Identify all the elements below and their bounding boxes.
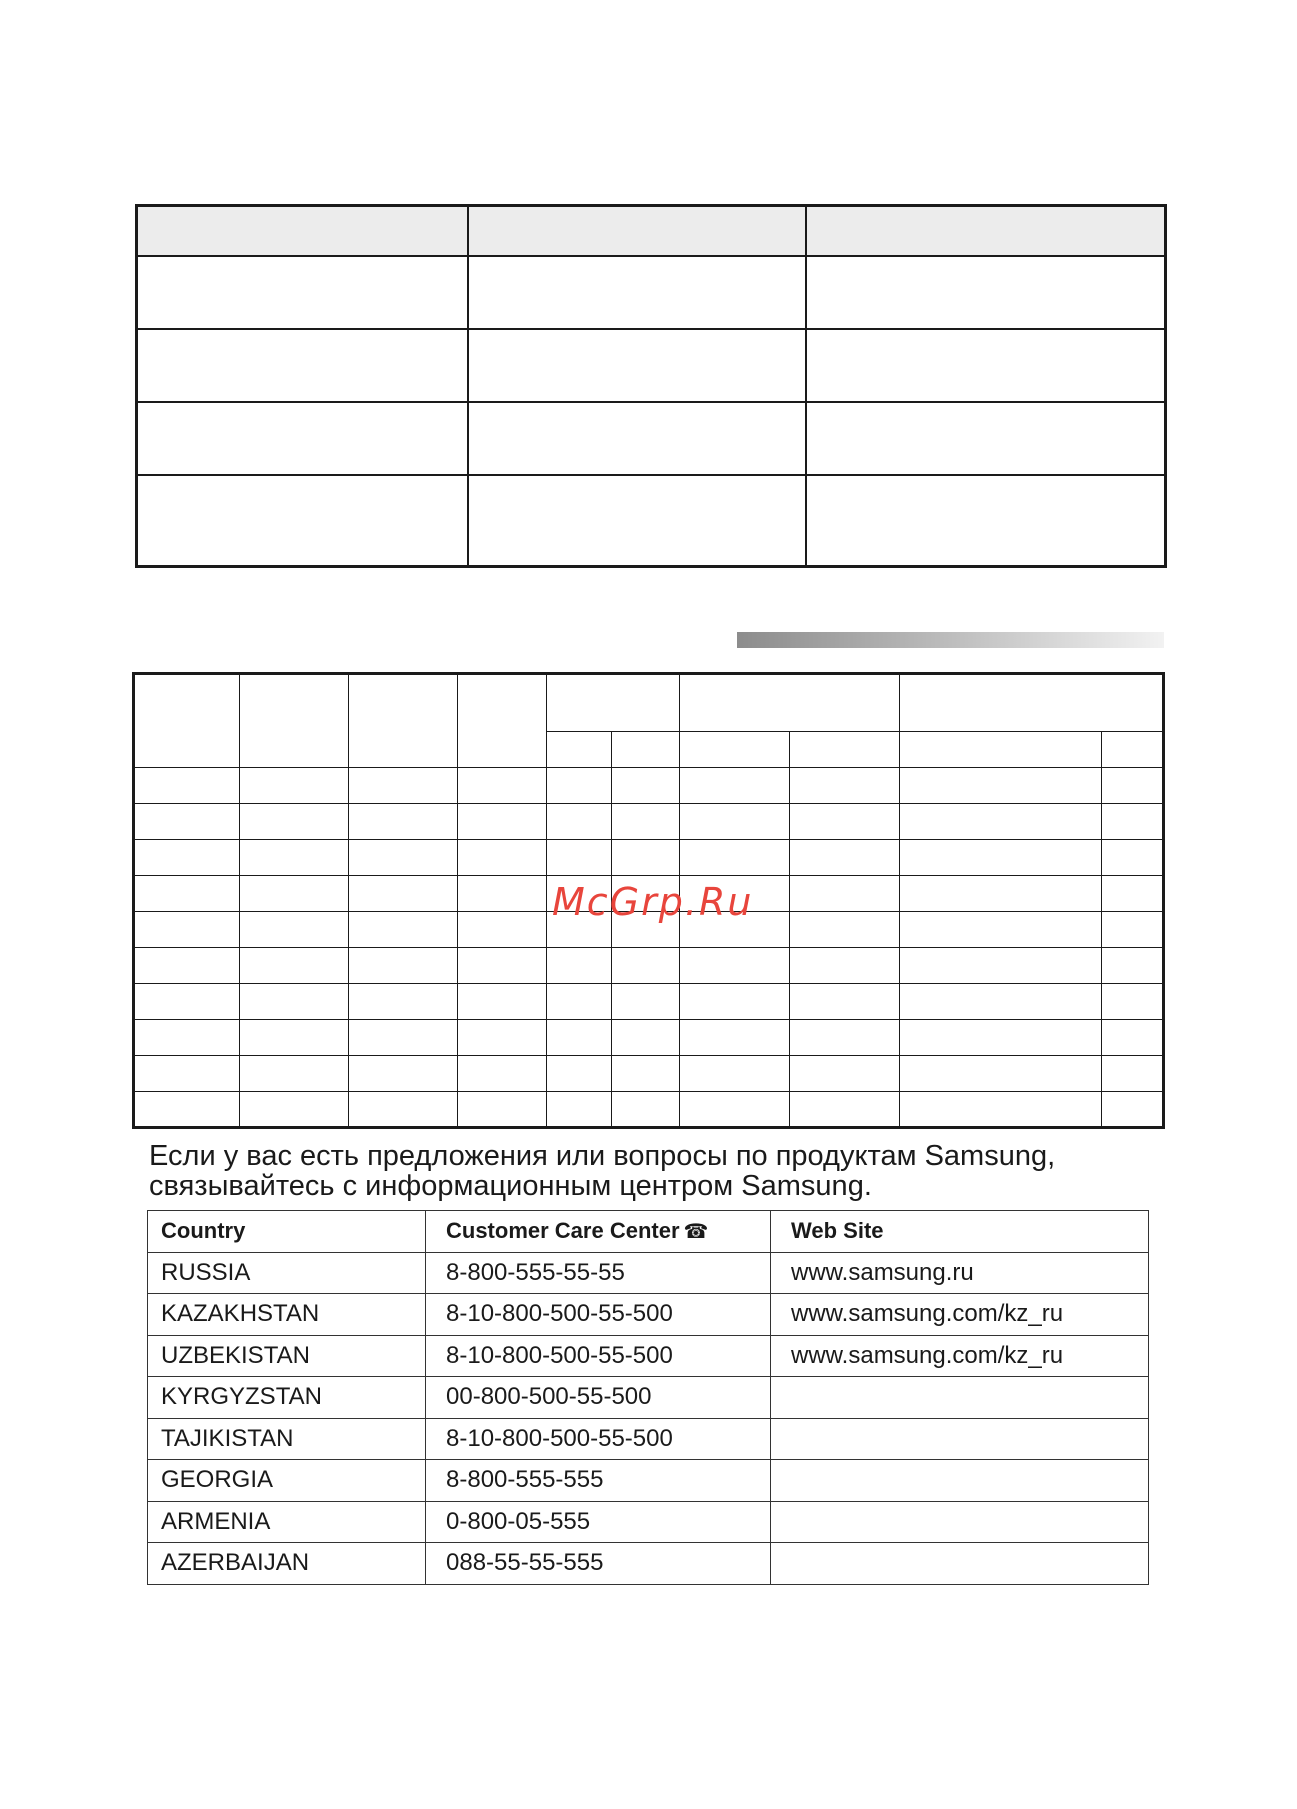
phone-cell: 088-55-55-555 <box>426 1543 771 1585</box>
blank-cell <box>900 1020 1102 1056</box>
blank-cell <box>680 804 790 840</box>
blank-cell <box>134 840 240 876</box>
country-cell: KAZAKHSTAN <box>148 1294 426 1336</box>
blank-form-row <box>137 329 1166 402</box>
phone-cell: 8-800-555-55-55 <box>426 1252 771 1294</box>
blank-cell <box>349 1020 458 1056</box>
blank-cell <box>458 768 547 804</box>
blank-cell <box>612 732 680 768</box>
blank-cell <box>349 840 458 876</box>
blank-cell <box>612 840 680 876</box>
blank-cell <box>134 876 240 912</box>
country-cell: UZBEKISTAN <box>148 1335 426 1377</box>
blank-cell <box>1102 768 1164 804</box>
blank-cell <box>680 674 900 732</box>
blank-cell <box>547 984 612 1020</box>
section-gradient-bar <box>737 632 1164 648</box>
blank-cell <box>1102 876 1164 912</box>
phone-cell: 00-800-500-55-500 <box>426 1377 771 1419</box>
blank-form-table <box>135 204 1167 568</box>
blank-cell <box>240 948 349 984</box>
blank-cell <box>790 804 900 840</box>
blank-cell <box>240 1056 349 1092</box>
country-column-header <box>148 1211 426 1253</box>
blank-cell <box>458 804 547 840</box>
blank-cell <box>137 256 468 329</box>
blank-cell <box>349 804 458 840</box>
blank-cell <box>458 1056 547 1092</box>
blank-cell <box>680 768 790 804</box>
blank-cell <box>349 876 458 912</box>
blank-cell <box>806 206 1166 257</box>
blank-cell <box>612 804 680 840</box>
blank-cell <box>349 674 458 768</box>
web-site-cell <box>771 1543 1149 1585</box>
country-cell: ARMENIA <box>148 1501 426 1543</box>
blank-cell <box>468 206 806 257</box>
blank-cell <box>134 912 240 948</box>
blank-cell <box>612 768 680 804</box>
blank-cell <box>900 1056 1102 1092</box>
blank-cell <box>806 256 1166 329</box>
web-site-cell <box>771 1418 1149 1460</box>
blank-cell <box>134 948 240 984</box>
country-cell: GEORGIA <box>148 1460 426 1502</box>
blank-grid-row <box>134 948 1164 984</box>
blank-cell <box>547 804 612 840</box>
blank-cell <box>1102 1056 1164 1092</box>
blank-cell <box>900 876 1102 912</box>
blank-cell <box>137 206 468 257</box>
blank-cell <box>790 768 900 804</box>
blank-form-row <box>137 402 1166 475</box>
blank-cell <box>806 402 1166 475</box>
table-row <box>148 1543 1149 1585</box>
blank-cell <box>680 1056 790 1092</box>
blank-grid-row <box>134 1092 1164 1128</box>
intro-line-2: связывайтесь с информационным центром Samsung. <box>149 1170 872 1202</box>
blank-cell <box>468 329 806 402</box>
blank-cell <box>134 674 240 768</box>
blank-cell <box>547 732 612 768</box>
blank-form-row <box>137 475 1166 566</box>
country-cell: KYRGYZSTAN <box>148 1377 426 1419</box>
blank-cell <box>547 1020 612 1056</box>
blank-cell <box>240 804 349 840</box>
customer-care-header-row <box>148 1211 1149 1253</box>
blank-grid-header-row <box>134 674 1164 732</box>
blank-cell <box>1102 948 1164 984</box>
country-header-label: Country <box>161 1218 246 1244</box>
table-row <box>148 1377 1149 1419</box>
blank-cell <box>134 1092 240 1128</box>
phone-cell: 0-800-05-555 <box>426 1501 771 1543</box>
blank-cell <box>468 402 806 475</box>
blank-cell <box>458 912 547 948</box>
blank-cell <box>349 912 458 948</box>
blank-cell <box>137 329 468 402</box>
blank-cell <box>349 1056 458 1092</box>
blank-cell <box>1102 984 1164 1020</box>
blank-cell <box>900 732 1102 768</box>
blank-cell <box>1102 912 1164 948</box>
blank-cell <box>680 984 790 1020</box>
blank-cell <box>349 1092 458 1128</box>
blank-cell <box>240 1020 349 1056</box>
blank-cell <box>458 674 547 768</box>
web-site-cell <box>771 1501 1149 1543</box>
blank-cell <box>349 768 458 804</box>
blank-cell <box>612 984 680 1020</box>
blank-cell <box>1102 1092 1164 1128</box>
blank-cell <box>900 674 1164 732</box>
blank-cell <box>547 1056 612 1092</box>
blank-cell <box>240 768 349 804</box>
blank-cell <box>790 984 900 1020</box>
blank-cell <box>612 948 680 984</box>
blank-grid-row <box>134 1056 1164 1092</box>
blank-grid-row <box>134 1020 1164 1056</box>
blank-cell <box>680 732 790 768</box>
blank-cell <box>790 1056 900 1092</box>
web-site-link[interactable]: www.samsung.ru <box>771 1252 1149 1294</box>
table-row <box>148 1418 1149 1460</box>
blank-cell <box>458 840 547 876</box>
blank-cell <box>900 840 1102 876</box>
blank-cell <box>134 984 240 1020</box>
country-cell: AZERBAIJAN <box>148 1543 426 1585</box>
table-row <box>148 1294 1149 1336</box>
blank-cell <box>680 840 790 876</box>
blank-cell <box>134 804 240 840</box>
blank-cell <box>680 948 790 984</box>
web-site-link[interactable]: www.samsung.com/kz_ru <box>771 1335 1149 1377</box>
blank-cell <box>240 984 349 1020</box>
web-site-column-header <box>771 1211 1149 1253</box>
blank-cell <box>458 1092 547 1128</box>
blank-cell <box>612 1092 680 1128</box>
phone-cell: 8-10-800-500-55-500 <box>426 1335 771 1377</box>
table-row <box>148 1335 1149 1377</box>
blank-cell <box>900 912 1102 948</box>
care-center-column-header <box>426 1211 771 1253</box>
blank-cell <box>547 674 680 732</box>
blank-cell <box>900 804 1102 840</box>
country-cell: RUSSIA <box>148 1252 426 1294</box>
blank-cell <box>240 840 349 876</box>
blank-grid-row <box>134 768 1164 804</box>
blank-cell <box>806 329 1166 402</box>
blank-cell <box>137 402 468 475</box>
phone-icon: ☎ <box>683 1221 709 1244</box>
blank-cell <box>468 475 806 566</box>
blank-cell <box>458 948 547 984</box>
blank-grid-row <box>134 840 1164 876</box>
blank-cell <box>680 1092 790 1128</box>
web-site-cell <box>771 1377 1149 1419</box>
phone-cell: 8-10-800-500-55-500 <box>426 1418 771 1460</box>
blank-cell <box>1102 1020 1164 1056</box>
blank-form-header-row <box>137 206 1166 257</box>
blank-cell <box>790 1092 900 1128</box>
table-row <box>148 1460 1149 1502</box>
phone-cell: 8-10-800-500-55-500 <box>426 1294 771 1336</box>
intro-line-1: Если у вас есть предложения или вопросы по продуктам Samsung, <box>149 1140 1056 1172</box>
blank-cell <box>240 674 349 768</box>
blank-cell <box>137 475 468 566</box>
blank-cell <box>612 1056 680 1092</box>
blank-grid-row <box>134 984 1164 1020</box>
customer-care-table <box>147 1210 1149 1585</box>
blank-cell <box>547 1092 612 1128</box>
blank-cell <box>900 948 1102 984</box>
care-center-header-label: Customer Care Center <box>446 1218 680 1244</box>
blank-cell <box>240 1092 349 1128</box>
blank-cell <box>547 948 612 984</box>
blank-cell <box>680 1020 790 1056</box>
blank-cell <box>547 768 612 804</box>
watermark-text: McGrp.Ru <box>552 880 754 924</box>
phone-cell: 8-800-555-555 <box>426 1460 771 1502</box>
blank-cell <box>349 984 458 1020</box>
blank-cell <box>900 984 1102 1020</box>
web-site-header-label: Web Site <box>791 1218 884 1244</box>
country-cell: TAJIKISTAN <box>148 1418 426 1460</box>
blank-cell <box>1102 840 1164 876</box>
table-row <box>148 1252 1149 1294</box>
web-site-cell <box>771 1460 1149 1502</box>
blank-cell <box>806 475 1166 566</box>
blank-cell <box>458 1020 547 1056</box>
blank-cell <box>1102 804 1164 840</box>
blank-cell <box>458 876 547 912</box>
blank-cell <box>900 768 1102 804</box>
blank-cell <box>134 768 240 804</box>
blank-cell <box>547 840 612 876</box>
blank-cell <box>458 984 547 1020</box>
blank-cell <box>790 948 900 984</box>
table-row <box>148 1501 1149 1543</box>
blank-cell <box>240 876 349 912</box>
blank-cell <box>790 732 900 768</box>
blank-cell <box>790 1020 900 1056</box>
blank-cell <box>240 912 349 948</box>
contact-intro-paragraph <box>149 1141 1149 1201</box>
blank-cell <box>1102 732 1164 768</box>
blank-cell <box>612 1020 680 1056</box>
blank-cell <box>349 948 458 984</box>
blank-cell <box>900 1092 1102 1128</box>
blank-grid-row <box>134 804 1164 840</box>
blank-cell <box>790 912 900 948</box>
blank-cell <box>790 876 900 912</box>
blank-cell <box>790 840 900 876</box>
blank-cell <box>468 256 806 329</box>
blank-form-row <box>137 256 1166 329</box>
blank-cell <box>134 1020 240 1056</box>
web-site-link[interactable]: www.samsung.com/kz_ru <box>771 1294 1149 1336</box>
blank-cell <box>134 1056 240 1092</box>
